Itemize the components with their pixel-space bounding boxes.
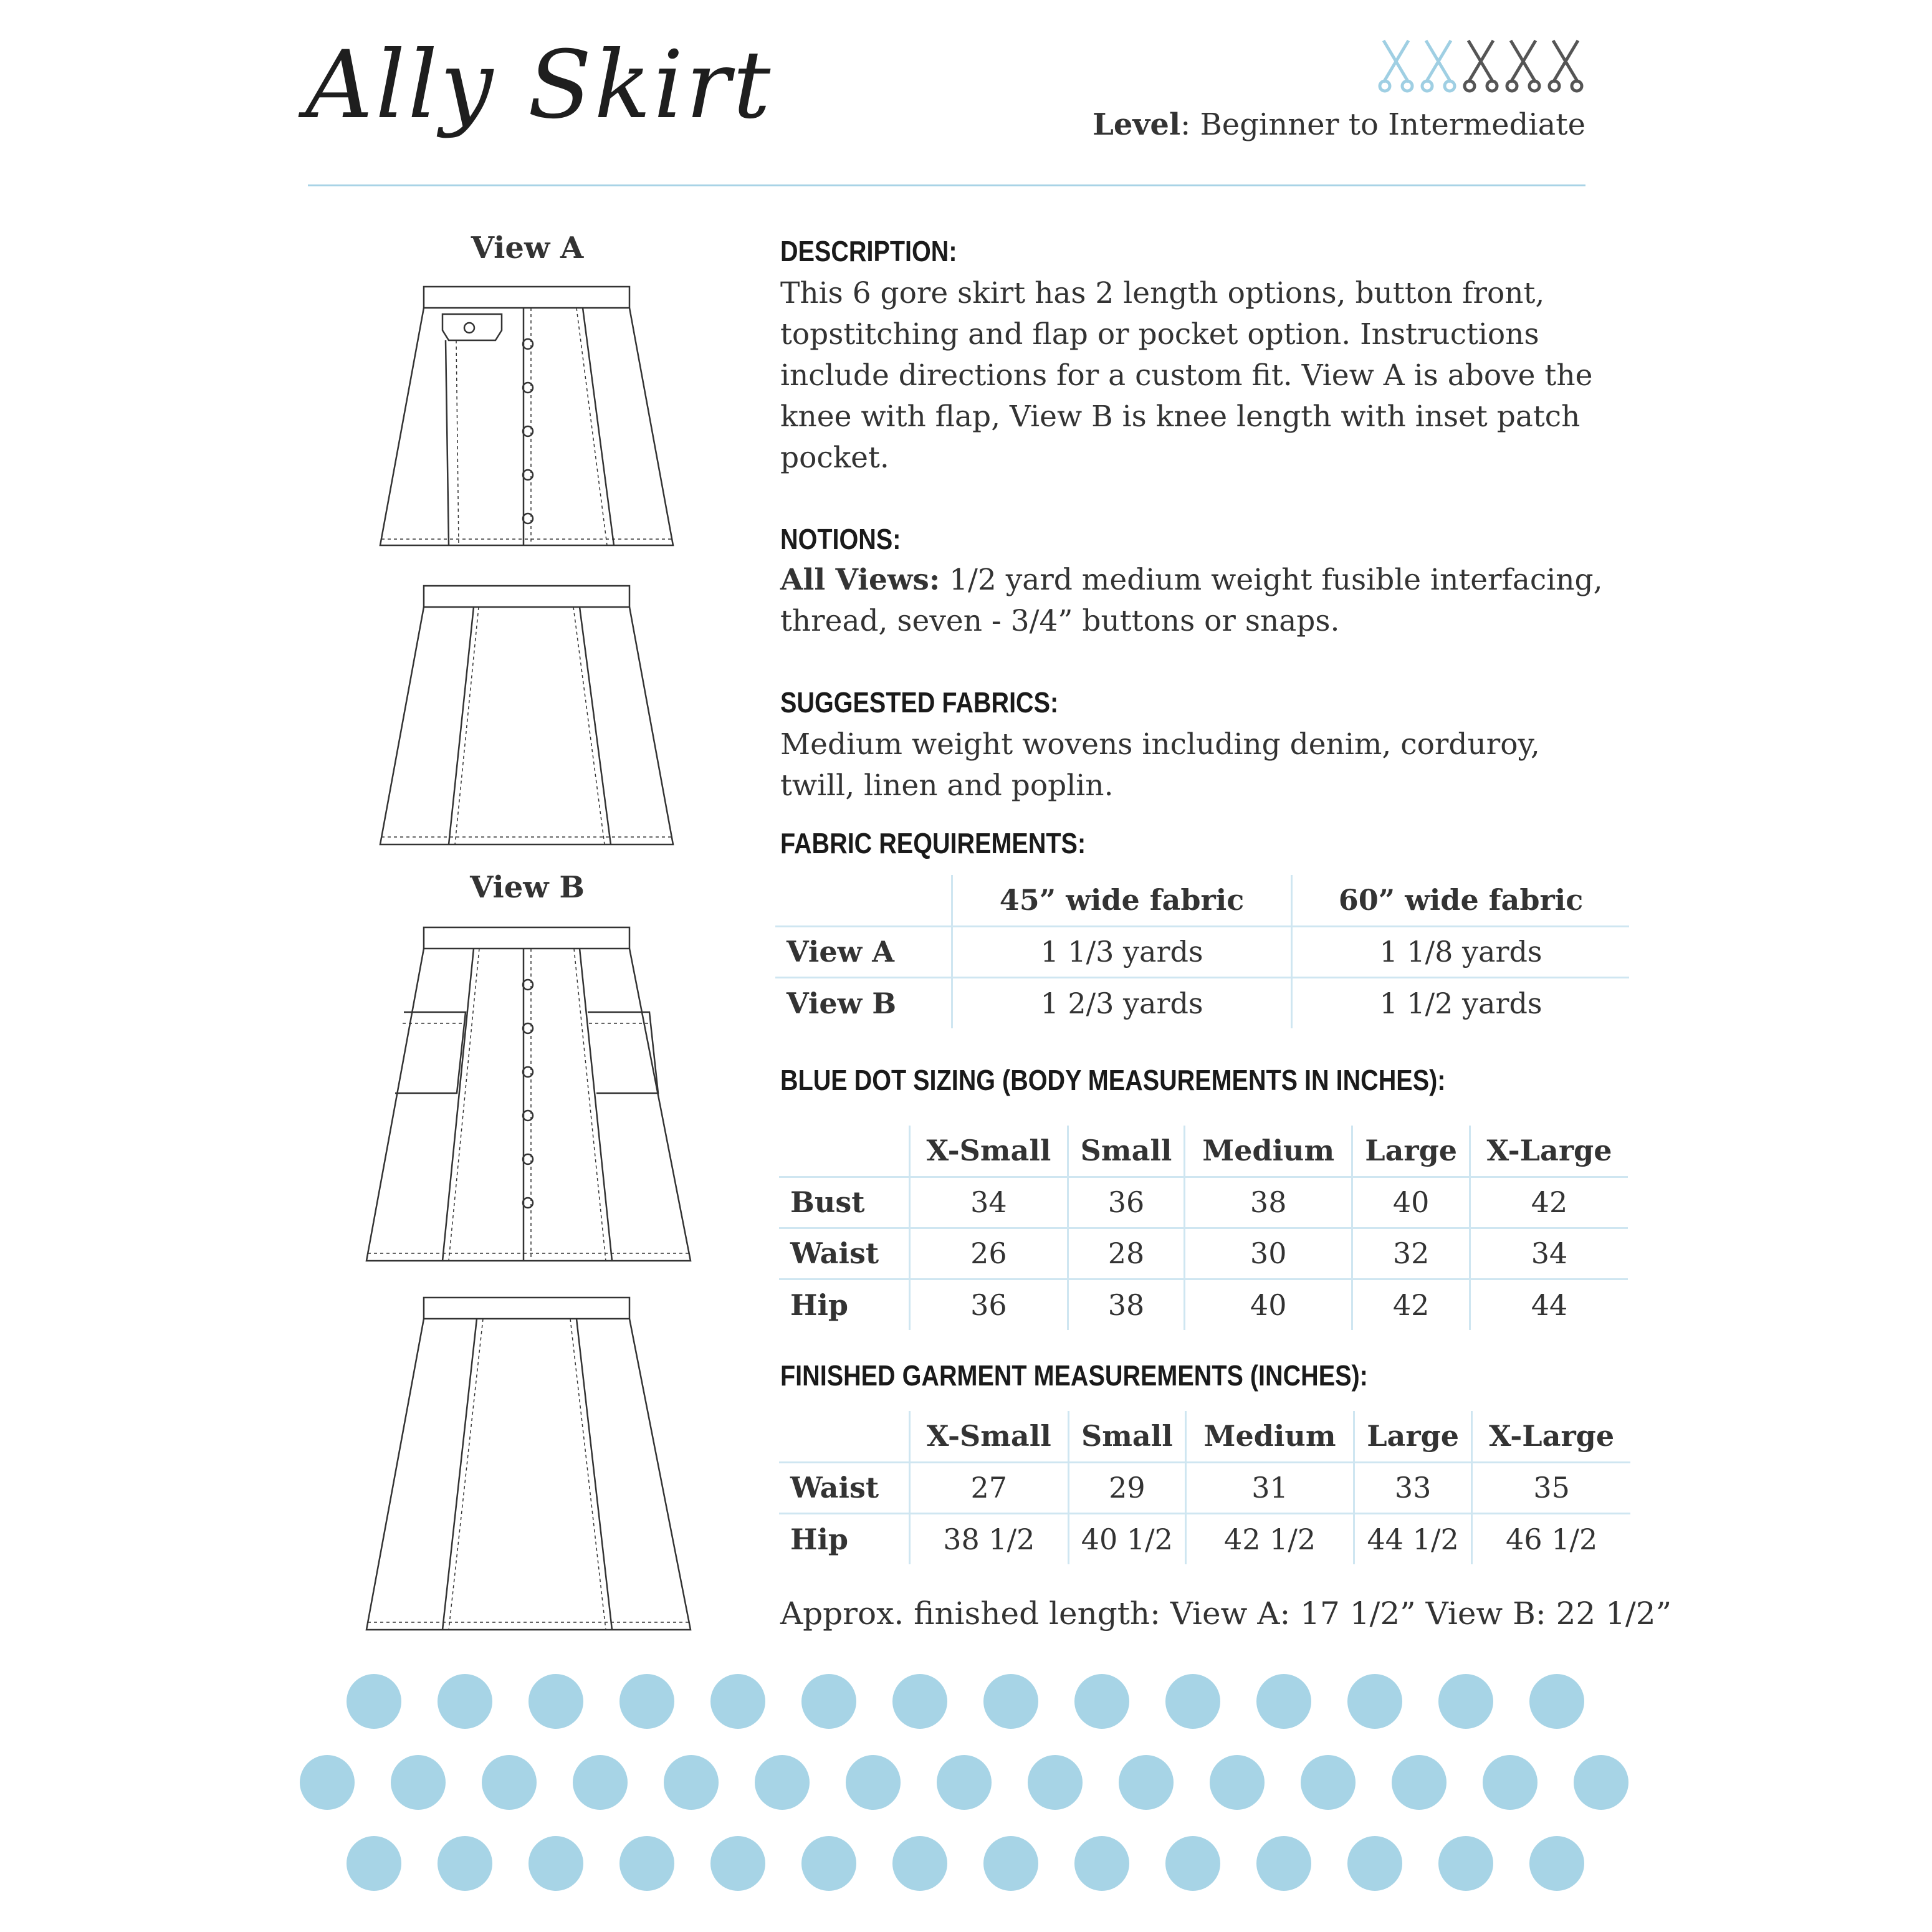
- polka-dot: [1256, 1836, 1311, 1891]
- polka-dot: [1438, 1674, 1493, 1729]
- polka-dot: [1529, 1836, 1584, 1891]
- polka-dot: [573, 1755, 628, 1810]
- polka-dot: [347, 1674, 401, 1729]
- table-cell: 1 1/3 yards: [952, 926, 1292, 977]
- table-cell: 27: [910, 1462, 1069, 1513]
- row-label: Hip: [790, 1288, 849, 1322]
- scissors-icon: [1465, 41, 1497, 91]
- table-cell: 35: [1472, 1462, 1630, 1513]
- view-a-label: View A: [471, 231, 584, 265]
- polka-dot: [846, 1755, 901, 1810]
- difficulty-scissors-icons: [1377, 37, 1589, 93]
- polka-dot: [892, 1674, 947, 1729]
- view-a-front-drawing: [368, 280, 692, 561]
- view-b-label: View B: [470, 870, 585, 905]
- notions-body: 1/2 yard medium weight fusible interfacing, thread, seven - 3/4” buttons or snaps.: [780, 563, 1603, 638]
- scissors-icon: [1422, 41, 1455, 91]
- table-cell: 40: [1352, 1177, 1470, 1228]
- table-row: [775, 977, 1629, 1028]
- fabrics-text: Medium weight wovens including denim, corduroy, twill, linen and poplin.: [780, 727, 1540, 803]
- table-cell: 28: [1068, 1228, 1184, 1279]
- polka-dot: [438, 1836, 492, 1891]
- header-cell: Small: [1068, 1126, 1184, 1177]
- header-cell: Medium: [1186, 1411, 1354, 1462]
- table-cell: 1 1/8 yards: [1292, 926, 1630, 977]
- scissors-icon: [1380, 41, 1412, 91]
- header-cell: 45” wide fabric: [952, 875, 1292, 926]
- polka-dot: [1028, 1755, 1083, 1810]
- table-cell: 32: [1352, 1228, 1470, 1279]
- polka-dot: [1347, 1674, 1402, 1729]
- polka-dot: [892, 1836, 947, 1891]
- view-b-back-drawing: [355, 1290, 704, 1639]
- header-cell: Medium: [1185, 1126, 1352, 1177]
- table-cell: 33: [1354, 1462, 1471, 1513]
- polka-dot: [1392, 1755, 1447, 1810]
- notions-text: [780, 560, 1603, 642]
- table-cell: 38: [1068, 1279, 1184, 1330]
- fabric-requirements-table: [775, 875, 1629, 1028]
- finished-measurements-table: [779, 1411, 1630, 1564]
- table-cell: 44: [1470, 1279, 1628, 1330]
- scissors-icon: [1507, 41, 1539, 91]
- table-cell: 34: [1470, 1228, 1628, 1279]
- polka-dot: [937, 1755, 992, 1810]
- table-cell: 40: [1185, 1279, 1352, 1330]
- table-cell: 42 1/2: [1186, 1513, 1354, 1564]
- polka-dot: [801, 1674, 856, 1729]
- row-label: Hip: [790, 1522, 849, 1556]
- table-row: [775, 926, 1629, 977]
- polka-dot: [983, 1836, 1038, 1891]
- approx-finished-length: Approx. finished length: View A: 17 1/2” View B: 22 1/2”: [780, 1595, 1672, 1632]
- table-cell: 29: [1068, 1462, 1186, 1513]
- table-row: [779, 1513, 1630, 1564]
- fabrics-heading: SUGGESTED FABRICS:: [780, 686, 1059, 719]
- polka-dot: [1347, 1836, 1402, 1891]
- header-cell: X-Small: [910, 1126, 1068, 1177]
- table-cell: 38 1/2: [910, 1513, 1069, 1564]
- finished-measurements-heading: FINISHED GARMENT MEASUREMENTS (INCHES):: [780, 1359, 1368, 1392]
- polka-dot: [710, 1674, 765, 1729]
- table-cell: 40 1/2: [1068, 1513, 1186, 1564]
- header-cell: X-Large: [1472, 1411, 1630, 1462]
- polka-dot: [619, 1836, 674, 1891]
- view-a-back-drawing: [368, 583, 692, 851]
- table-cell: 1 1/2 yards: [1292, 977, 1630, 1028]
- polka-dot: [1301, 1755, 1356, 1810]
- notions-heading: NOTIONS:: [780, 523, 901, 555]
- table-cell: 30: [1185, 1228, 1352, 1279]
- polka-dot: [1165, 1674, 1220, 1729]
- header-cell: [779, 1411, 910, 1462]
- notions-label: All Views:: [780, 563, 940, 597]
- header-divider: [308, 184, 1585, 186]
- body-sizing-table: [779, 1126, 1628, 1330]
- polka-dot: [710, 1836, 765, 1891]
- table-cell: 34: [910, 1177, 1068, 1228]
- header-cell: [779, 1126, 910, 1177]
- polka-dot-decoration: [293, 1670, 1652, 1901]
- row-label: Waist: [779, 1462, 910, 1513]
- table-row: [779, 1279, 1628, 1330]
- header-cell: Large: [1352, 1126, 1470, 1177]
- table-cell: 44 1/2: [1354, 1513, 1471, 1564]
- body-sizing-heading: BLUE DOT SIZING (BODY MEASUREMENTS IN INCHES):: [780, 1064, 1446, 1096]
- table-cell: 1 2/3 yards: [952, 977, 1292, 1028]
- table-header-row: [775, 875, 1629, 926]
- pattern-title: Ally Skirt: [305, 31, 773, 140]
- fabric-requirements-heading: FABRIC REQUIREMENTS:: [780, 827, 1086, 859]
- table-cell: 26: [910, 1228, 1068, 1279]
- scissors-icon: [1549, 41, 1582, 91]
- polka-dot: [347, 1836, 401, 1891]
- polka-dot: [300, 1755, 355, 1810]
- row-label: Bust: [779, 1177, 910, 1228]
- description-text: This 6 gore skirt has 2 length options, button front, topstitching and flap or pocket option. Instructions include directions for a custom fit. View A is above the knee with flap, View B is knee length with inset patch pocket.: [780, 276, 1593, 475]
- header-cell: Small: [1068, 1411, 1186, 1462]
- polka-dot: [1256, 1674, 1311, 1729]
- table-row: [779, 1462, 1630, 1513]
- polka-dot: [528, 1836, 583, 1891]
- polka-dot: [482, 1755, 537, 1810]
- polka-dot: [619, 1674, 674, 1729]
- table-cell: 31: [1186, 1462, 1354, 1513]
- level-value: : Beginner to Intermediate: [1180, 107, 1585, 142]
- table-header-row: [779, 1411, 1630, 1462]
- header-cell: X-Small: [910, 1411, 1069, 1462]
- polka-dot: [755, 1755, 810, 1810]
- polka-dot: [391, 1755, 446, 1810]
- polka-dot: [1165, 1836, 1220, 1891]
- polka-dot: [438, 1674, 492, 1729]
- description-heading: DESCRIPTION:: [780, 235, 957, 267]
- view-b-front-drawing: [355, 921, 704, 1270]
- polka-dot: [1438, 1836, 1493, 1891]
- header-cell: 60” wide fabric: [1292, 875, 1630, 926]
- row-label: View A: [775, 926, 952, 977]
- header-cell: X-Large: [1470, 1126, 1628, 1177]
- polka-dot: [801, 1836, 856, 1891]
- polka-dot: [528, 1674, 583, 1729]
- table-cell: 36: [910, 1279, 1068, 1330]
- polka-dot: [1119, 1755, 1174, 1810]
- polka-dot: [1483, 1755, 1537, 1810]
- skill-level: [1093, 107, 1585, 142]
- header-cell: [775, 875, 952, 926]
- row-label: View B: [787, 986, 897, 1020]
- polka-dot: [1529, 1674, 1584, 1729]
- polka-dot: [1074, 1836, 1129, 1891]
- table-cell: 42: [1352, 1279, 1470, 1330]
- polka-dot: [983, 1674, 1038, 1729]
- level-label: Level: [1093, 107, 1181, 142]
- table-row: [779, 1228, 1628, 1279]
- polka-dot: [1074, 1674, 1129, 1729]
- table-row: [779, 1177, 1628, 1228]
- table-cell: 46 1/2: [1472, 1513, 1630, 1564]
- polka-dot: [1574, 1755, 1628, 1810]
- polka-dot: [664, 1755, 719, 1810]
- row-label: Waist: [779, 1228, 910, 1279]
- header-cell: Large: [1354, 1411, 1471, 1462]
- table-cell: 42: [1470, 1177, 1628, 1228]
- table-cell: 38: [1185, 1177, 1352, 1228]
- table-header-row: [779, 1126, 1628, 1177]
- polka-dot: [1210, 1755, 1265, 1810]
- table-cell: 36: [1068, 1177, 1184, 1228]
